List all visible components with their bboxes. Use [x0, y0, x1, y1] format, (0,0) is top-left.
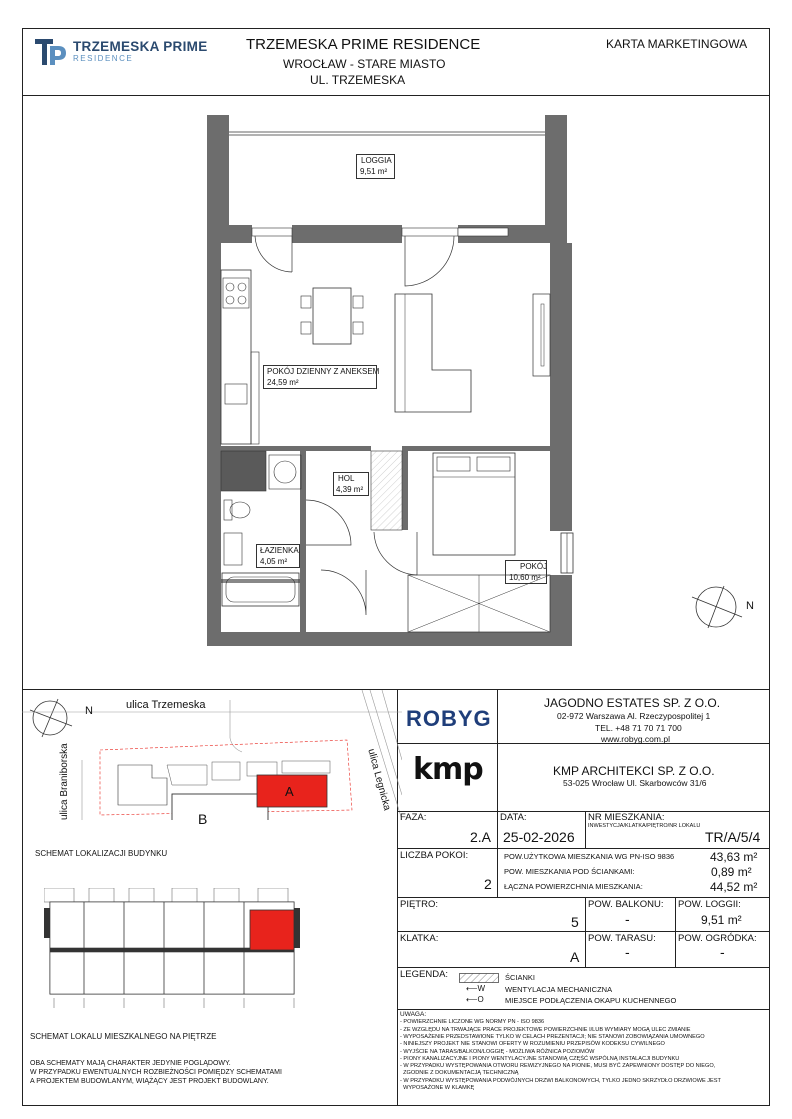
living-label: POKÓJ DZIENNY Z ANEKSEM: [267, 367, 380, 376]
architect-address: 53-025 Wrocław Ul. Skarbowców 31/6: [563, 778, 707, 788]
legend-title: LEGENDA:: [400, 969, 449, 980]
loggia-value: 9,51 m²: [701, 913, 742, 927]
pokoje-label: LICZBA POKOI:: [400, 850, 469, 861]
loggia-label: LOGGIA: [361, 156, 392, 165]
logo-sub-text: RESIDENCE: [73, 54, 134, 63]
data-label: DATA:: [500, 812, 527, 823]
divider: [497, 811, 498, 848]
street-text: UL. TRZEMESKA: [310, 73, 406, 87]
pietro-label: PIĘTRO:: [400, 899, 439, 910]
site-building-a: A: [285, 784, 294, 799]
caption-floor: SCHEMAT LOKALU MIESZKALNEGO NA PIĘTRZE: [30, 1032, 217, 1041]
pow-uzytkowa-label: POW.UŻYTKOWA MIESZKANIA WG PN-ISO 9836: [504, 852, 675, 861]
site-compass-icon: [30, 699, 72, 737]
room-label-box: [505, 560, 547, 584]
site-building-b: B: [198, 811, 208, 827]
bath-label-box: [256, 544, 300, 568]
klatka-value: A: [570, 949, 580, 965]
divider: [585, 811, 586, 848]
nr-label: NR MIESZKANIA:: [588, 812, 665, 823]
hatch-icon: [459, 973, 499, 983]
legend-w-text: WENTYLACJA MECHANICZNA: [505, 985, 613, 994]
ogrodek-label: POW. OGRÓDKA:: [678, 933, 757, 944]
hall-area: 4,39 m²: [336, 485, 364, 494]
plan-compass-icon: [692, 586, 742, 628]
pietro-value: 5: [571, 914, 579, 930]
developer-name: JAGODNO ESTATES SP. Z O.O.: [544, 696, 721, 710]
divider: [497, 848, 498, 897]
balkon-value: -: [625, 911, 630, 927]
pow-scianki-label: POW. MIESZKANIA POD ŚCIANKAMI:: [504, 867, 635, 876]
wall: [207, 115, 229, 243]
site-disclaimer: OBA SCHEMATY MAJĄ CHARAKTER JEDYNIE POGLĄDOWY. W PRZYPADKU EWENTUALNYCH ROZBIEŻNOŚCI POMIĘDZY SCHEMATAMI A PROJEKTEM BUDOWLANYM, WIĄŻĄCY JEST PROJEKT BUDOWLANY.: [30, 1060, 282, 1085]
site-street-braniborska: ulica Braniborska: [59, 743, 70, 820]
caption-location: SCHEMAT LOKALIZACJI BUDYNKU: [35, 849, 168, 858]
legend-w-symbol: ⟵W: [466, 984, 486, 993]
pow-laczna-value: 44,52 m²: [710, 880, 758, 894]
faza-value: 2.A: [470, 829, 492, 845]
data-value: 25-02-2026: [503, 829, 575, 845]
loggia-area: 9,51 m²: [360, 167, 388, 176]
site-compass-n: N: [85, 705, 93, 717]
room-label: POKÓJ: [520, 562, 548, 571]
developer-tel: TEL. +48 71 70 71 700: [595, 723, 682, 733]
taras-label: POW. TARASU:: [588, 933, 656, 944]
apartment-highlight: [250, 910, 294, 950]
nr-sub: INWESTYCJA/KLATKA/PIĘTRO/NR LOKALU: [588, 823, 701, 829]
card-type: KARTA MARKETINGOWA: [606, 37, 748, 51]
developer-address: 02-972 Warszawa Al. Rzeczypospolitej 1: [557, 711, 711, 721]
developer-web: www.robyg.com.pl: [601, 734, 670, 744]
legend-o-symbol: ⟵O: [466, 995, 484, 1004]
pow-uzytkowa-value: 43,63 m²: [710, 850, 758, 864]
loggia-label-box: [356, 154, 395, 179]
taras-value: -: [625, 944, 630, 960]
living-area: 24,59 m²: [267, 378, 299, 387]
arrow-icon: ⟵: [466, 995, 478, 1004]
faza-label: FAZA:: [400, 812, 427, 823]
site-plan: [22, 690, 402, 820]
loggia-value-label: POW. LOGGII:: [678, 899, 741, 910]
kmp-logo: kmp: [413, 752, 483, 787]
pow-scianki-value: 0,89 m²: [711, 865, 752, 879]
balkon-label: POW. BALKONU:: [588, 899, 664, 910]
bath-area: 4,05 m²: [260, 557, 288, 566]
ogrodek-value: -: [720, 944, 725, 960]
architect-name: KMP ARCHITEKCI SP. Z O.O.: [553, 764, 715, 778]
notes-block: UWAGA: - POWIERZCHNIE LICZONE WG NORMY PN - ISO 9836 - ZE WZGLĘDU NA TRWAJĄCE PRACE PROJEKTOWE POWIERZCHNIE I/LUB WYMIARY MOGĄ ULEC ZMIANIE - WYPOSAŻENIE PRZEDSTAWIONE TYLKO W CELACH PREZENTACJI; NIE STANOWI ZOBOWIĄZANIA UMOWNEGO - NINIEJSZY PROJEKT NIE STANOWI OFERTY W ROZUMIENIU PRZEPISÓW KODEKSU CYWILNEGO - WYJŚCIE NA TARAS/BALKON/LOGGIĘ - MOŻLIWA RÓŻNICA POZIOMÓW - PIONY KANALIZACYJNE I PIONY WENTYLACYJNE STANOWIĄ CZĘŚĆ WSPÓLNĄ INSTALACJI BUDYNKU - W PRZYPADKU WYSTĘPOWANIA OTWORU REWIZYJNEGO NA PIONIE, MUSI BYĆ ZAPEWNIONY DOSTĘP DO NIEGO, ZGODNIE Z DOKUMENTACJĄ TECHNICZNĄ - W PRZYPADKU WYSTĘPOWANIA PODWÓJNYCH DRZWI BALKONOWYCH, TYLKO JEDNO SKRZYDŁO DRZWIOWE JEST WYPOSAŻONE W KLAMKĘ: [400, 1011, 768, 1092]
pokoje-value: 2: [484, 876, 492, 892]
arrow-icon: ⟵: [466, 984, 478, 993]
logo-main-text: TRZEMESKA PRIME: [73, 39, 208, 54]
nr-value: TR/A/5/4: [705, 829, 761, 845]
room-area: 10,60 m²: [509, 573, 541, 582]
site-street-trzemeska: ulica Trzemeska: [126, 699, 206, 711]
location-text: WROCŁAW - STARE MIASTO: [283, 57, 446, 71]
legend-scianki: ŚCIANKI: [505, 973, 536, 982]
legend-o-text: MIEJSCE PODŁĄCZENIA OKAPU KUCHENNEGO: [505, 996, 677, 1005]
robyg-logo: ROBYG: [406, 706, 492, 731]
plan-compass-n: N: [746, 600, 754, 612]
hall-label-box: [333, 472, 369, 496]
bath-label: ŁAZIENKA: [260, 546, 299, 555]
living-label-box: [263, 365, 380, 389]
wall: [545, 115, 567, 243]
pow-laczna-label: ŁĄCZNA POWIERZCHNIA MIESZKANIA:: [504, 882, 643, 891]
notes-title: UWAGA:: [400, 1011, 427, 1018]
hall-label: HOL: [338, 474, 355, 483]
page-title: TRZEMESKA PRIME RESIDENCE: [246, 36, 481, 53]
site-street-legnicka: ulica Legnicka: [365, 747, 393, 812]
floor-schematic: [44, 888, 304, 1008]
klatka-label: KLATKA:: [400, 933, 439, 944]
